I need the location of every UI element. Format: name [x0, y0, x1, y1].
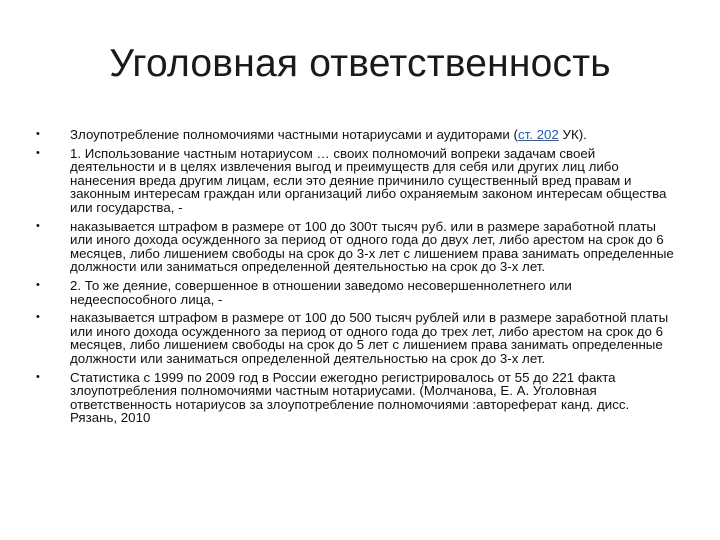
bullet-marker: •	[36, 311, 40, 324]
article-suffix-text: УК).	[558, 127, 587, 142]
bullet-marker: •	[36, 370, 40, 383]
slide-title: Уголовная ответственность	[109, 42, 611, 85]
bullet-text: 1. Использование частным нотариусом … своих полномочий вопреки задачам своей деятельности и в целях извлечения выгод и преимуществ для себя или других лиц либо нанесения вреда другим лицам, если это деяние причинило существенный вред правам и законным интересам граждан или организаций либо охраняемым законом интересам общества или государства, -	[70, 145, 667, 215]
bullet-item-article	[36, 128, 676, 142]
bullet-text: Статистика с 1999 по 2009 год в России ежегодно регистрировалось от 55 до 221 факта злоупотребления полномочиями частным нотариусами. (Молчанова, Е. А. Уголовная ответственность нотариусов за злоупотребление полномочиями :автореферат канд. дисс. Рязань, 2010	[70, 369, 630, 426]
article-intro-text: Злоупотребление полномочиями частными нотариусами и аудиторами (	[70, 127, 518, 142]
bullet-marker: •	[36, 128, 40, 140]
bullet-marker: •	[36, 219, 40, 232]
bullet-marker: •	[36, 146, 40, 159]
bullet-text: наказывается штрафом в размере от 100 до 500 тысяч рублей или в размере заработной платы или иного дохода осужденного за период от одного года до трех лет, либо арестом на срок до 6 месяцев, либо лишением свободы на срок до 5 лет с лишением права занимать определенные должности или заниматься определенной деятельностью на срок до 3-х лет.	[70, 310, 669, 366]
bullet-item-penalty1	[36, 220, 676, 274]
bullet-item-part2	[36, 279, 676, 306]
bullet-text: 2. То же деяние, совершенное в отношении заведомо несовершеннолетнего или недееспособного лица, -	[70, 277, 572, 307]
bullet-item-penalty2	[36, 311, 676, 365]
bullet-text: наказывается штрафом в размере от 100 до 300т тысяч руб. или в размере заработной платы или иного дохода осужденного за период от одного года до двух лет, либо арестом на срок до 6 месяцев, либо лишением свободы на срок до 3-х лет с лишением права занимать определенные должности или заниматься определенной деятельностью на срок до 3-х лет.	[70, 218, 674, 275]
bullet-item-part1	[36, 147, 676, 215]
bullet-list	[36, 128, 676, 430]
bullet-marker: •	[36, 278, 40, 291]
bullet-item-statistics	[36, 371, 676, 425]
article-link[interactable]: ст. 202	[517, 127, 559, 142]
